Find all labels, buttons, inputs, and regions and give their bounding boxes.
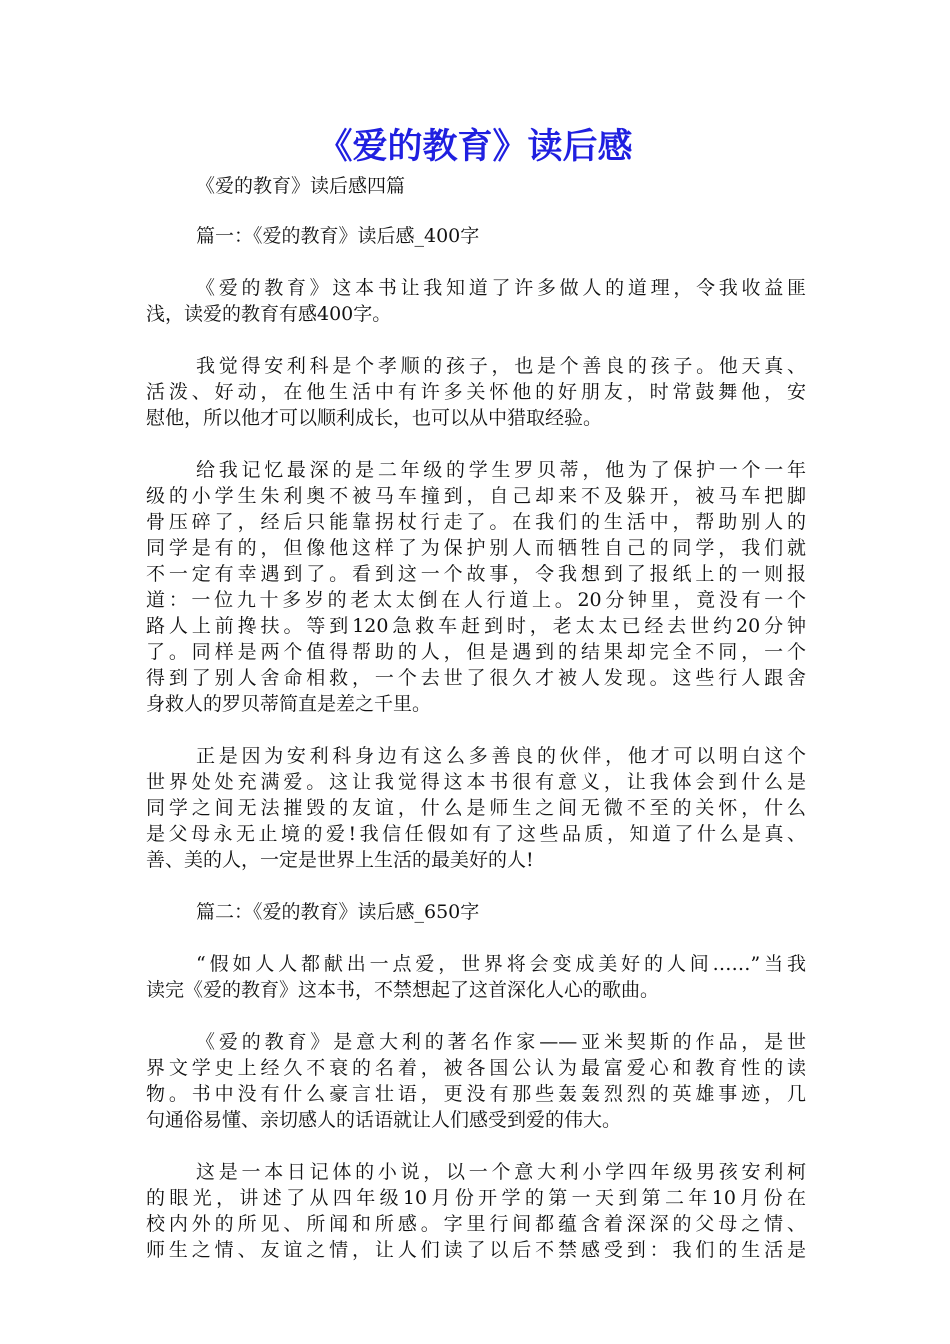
section-heading-1: 篇一：《爱的教育》读后感_400字 xyxy=(196,225,480,247)
section-heading-2: 篇二：《爱的教育》读后感_650字 xyxy=(196,901,480,923)
paragraph-line: 句通俗易懂、亲切感人的话语就让人们感受到爱的伟大。 xyxy=(146,1109,622,1131)
paragraph xyxy=(146,743,806,873)
paragraph xyxy=(146,1029,806,1133)
paragraph-line: 骨压碎了，经后只能靠拐杖行走了。在我们的生活中，帮助别人的 xyxy=(146,511,806,533)
paragraph-line: 了。同样是两个值得帮助的人，但是遇到的结果却完全不同，一个 xyxy=(146,641,806,663)
document-body xyxy=(146,223,806,1289)
paragraph-line: 道：一位九十多岁的老太太倒在人行道上。20分钟里，竟没有一个 xyxy=(146,589,806,611)
paragraph-line: 世界处处充满爱。这让我觉得这本书很有意义，让我体会到什么是 xyxy=(146,771,806,793)
paragraph-line: 师生之情、友谊之情，让人们读了以后不禁感受到：我们的生活是 xyxy=(146,1239,806,1261)
paragraph-line: 物。书中没有什么豪言壮语，更没有那些轰轰烈烈的英雄事迹，几 xyxy=(146,1083,806,1105)
document-title: 《爱的教育》读后感 xyxy=(317,127,633,167)
paragraph-line: 不一定有幸遇到了。看到这一个故事，令我想到了报纸上的一则报 xyxy=(146,563,806,585)
paragraph-line: “假如人人都献出一点爱，世界将会变成美好的人间……”当我 xyxy=(196,953,806,975)
paragraph-line: 界文学史上经久不衰的名着，被各国公认为最富爱心和教育性的读 xyxy=(146,1057,806,1079)
paragraph-line: 浅，读爱的教育有感400字。 xyxy=(146,303,392,325)
paragraph-line: 活泼、好动，在他生活中有许多关怀他的好朋友，时常鼓舞他，安 xyxy=(146,381,806,403)
paragraph-line: 身救人的罗贝蒂简直是差之千里。 xyxy=(146,693,432,715)
paragraph xyxy=(146,353,806,431)
document-subtitle: 《爱的教育》读后感四篇 xyxy=(196,175,406,197)
paragraph-line: 读完《爱的教育》这本书，不禁想起了这首深化人心的歌曲。 xyxy=(146,979,660,1001)
paragraph-line: 得到了别人舍命相救，一个去世了很久才被人发现。这些行人跟舍 xyxy=(146,667,806,689)
paragraph-line: 级的小学生朱利奥不被马车撞到，自己却来不及躲开，被马车把脚 xyxy=(146,485,806,507)
paragraph-line: 善、美的人，一定是世界上生活的最美好的人! xyxy=(146,849,534,871)
paragraph-line: 这是一本日记体的小说，以一个意大利小学四年级男孩安利柯 xyxy=(196,1161,806,1183)
paragraph-line: 正是因为安利科身边有这么多善良的伙伴，他才可以明白这个 xyxy=(196,745,806,767)
paragraph xyxy=(146,457,806,717)
paragraph-line: 《爱的教育》这本书让我知道了许多做人的道理，令我收益匪 xyxy=(196,277,806,299)
paragraph-line: 的眼光，讲述了从四年级10月份开学的第一天到第二年10月份在 xyxy=(146,1187,806,1209)
paragraph-line: 同学是有的，但像他这样了为保护别人而牺牲自己的同学，我们就 xyxy=(146,537,806,559)
paragraph-line: 路人上前搀扶。等到120急救车赶到时，老太太已经去世约20分钟 xyxy=(146,615,806,637)
paragraph-line: 《爱的教育》是意大利的著名作家——亚米契斯的作品，是世 xyxy=(196,1031,806,1053)
paragraph-line: 同学之间无法摧毁的友谊，什么是师生之间无微不至的关怀，什么 xyxy=(146,797,806,819)
paragraph-line: 慰他，所以他才可以顺利成长，也可以从中猎取经验。 xyxy=(146,407,603,429)
paragraph-line: 校内外的所见、所闻和所感。字里行间都蕴含着深深的父母之情、 xyxy=(146,1213,806,1235)
paragraph-line: 我觉得安利科是个孝顺的孩子，也是个善良的孩子。他天真、 xyxy=(196,355,806,377)
paragraph-line: 给我记忆最深的是二年级的学生罗贝蒂，他为了保护一个一年 xyxy=(196,459,806,481)
paragraph xyxy=(146,951,806,1003)
paragraph-line: 是父母永无止境的爱!我信任假如有了这些品质，知道了什么是真、 xyxy=(146,823,806,845)
paragraph xyxy=(146,1159,806,1263)
paragraph xyxy=(146,275,806,327)
